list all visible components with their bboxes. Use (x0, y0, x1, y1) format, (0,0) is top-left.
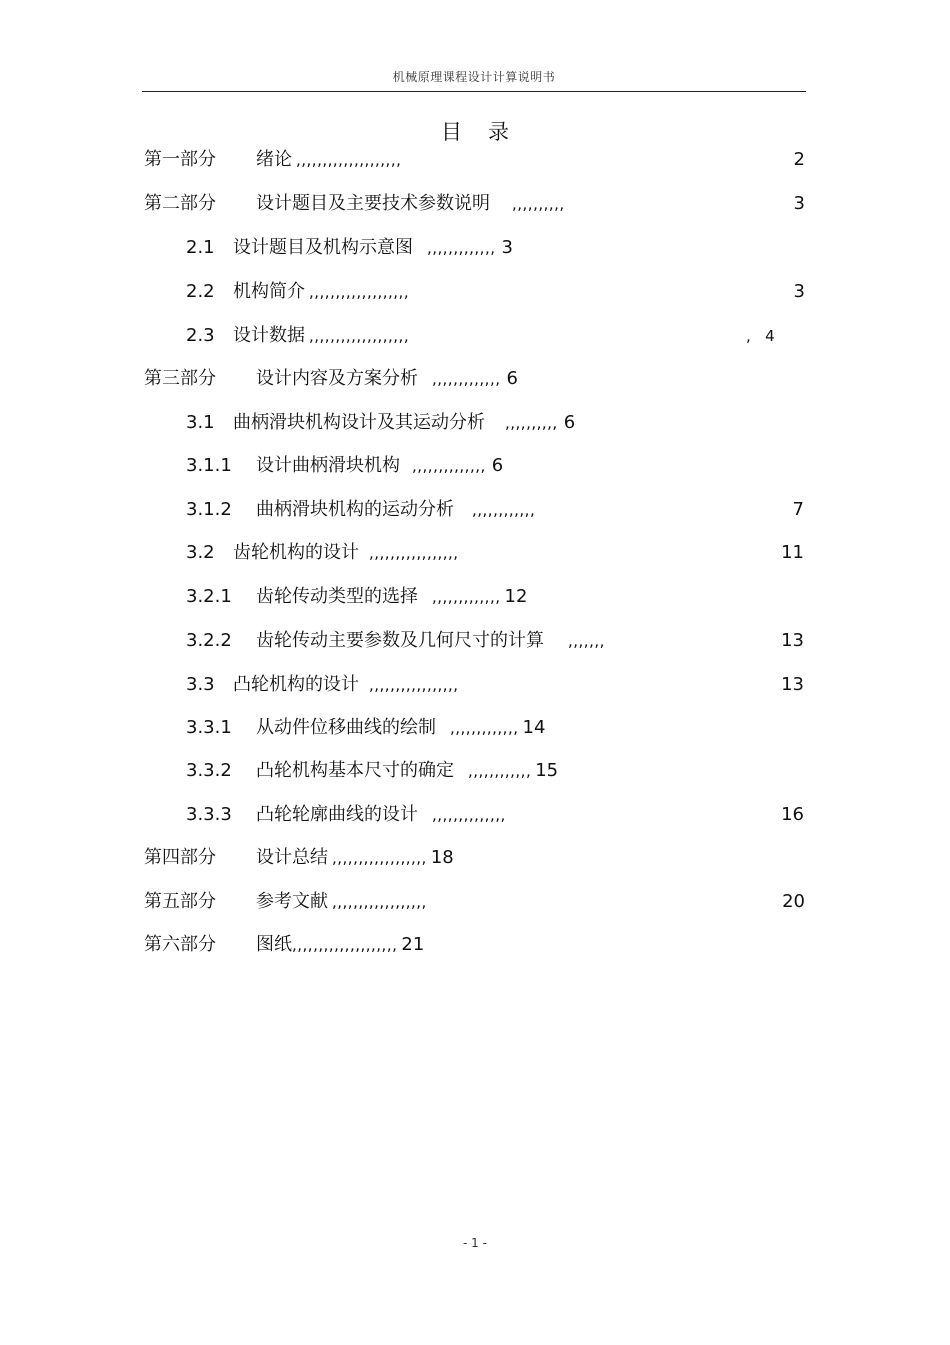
toc-entry-leader: ,,,,,,,,,,,,,,,,,,, (309, 283, 410, 301)
toc-entry-title: 齿轮传动主要参数及几何尺寸的计算 (256, 630, 544, 651)
toc-entry-leader: ,,,,,,,,,,,,,,,,,,, (309, 327, 410, 345)
toc-entry-number: 第三部分 (144, 368, 216, 389)
toc-entry-leader: ,,,,,,,,,,,,,, (432, 806, 506, 824)
toc-entry-2-3[interactable] (186, 323, 409, 349)
toc-entry-title: 设计总结 (256, 847, 328, 868)
toc-entry-3-3-2[interactable] (186, 758, 558, 784)
toc-entry-leader: ,,,,,,,,,,,,,, (412, 457, 486, 475)
toc-entry-number: 3.2.2 (186, 630, 232, 651)
toc-entry-leader: ,,,,,,,,,, (505, 414, 558, 432)
toc-entry-3-1-1[interactable] (186, 453, 503, 479)
page-number: - 1 - (463, 1236, 487, 1250)
toc-entry-page: 6 (563, 412, 576, 433)
toc-entry-3-3-3[interactable] (186, 802, 506, 828)
toc-entry-title: 曲柄滑块机构的运动分析 (256, 499, 454, 520)
toc-entry-title: 图纸 (256, 934, 292, 955)
toc-entry-page: 12 (504, 586, 528, 607)
toc-entry-leader: ,,,,,,,,,,,,,,,,,,,, (292, 936, 398, 954)
toc-entry-leader: ,,,,,,,,,,,,, (427, 239, 496, 257)
toc-entry-2-1[interactable] (186, 235, 513, 261)
toc-entry-page: 15 (535, 760, 559, 781)
toc-entry-page: 3 (793, 281, 805, 302)
toc-entry-leader: ,,,,,,,,,,,,, (432, 370, 501, 388)
toc-entry-title: 设计内容及方案分析 (256, 368, 418, 389)
toc-entry-number: 2.2 (186, 281, 215, 302)
toc-entry-leader: ,,,,,,,,,, (512, 195, 565, 213)
toc-entry-number: 3.1.2 (186, 499, 232, 520)
toc-entry-number: 第一部分 (144, 149, 216, 170)
toc-entry-leader: ,,,,,,,,,,,,,,,,, (369, 676, 459, 694)
toc-entry-page (746, 323, 775, 349)
toc-entry-page-prefix: , (746, 327, 751, 345)
toc-entry-title: 曲柄滑块机构设计及其运动分析 (233, 412, 485, 433)
toc-entry-page: 13 (781, 674, 804, 695)
toc-entry-number: 2.3 (186, 325, 215, 346)
toc-entry-number: 3.1 (186, 412, 215, 433)
toc-entry-2-2[interactable] (186, 279, 409, 305)
toc-entry-part-5[interactable] (144, 889, 427, 915)
toc-entry-leader: ,,,,,,,,,,,,, (450, 719, 519, 737)
toc-entry-3-1-2[interactable] (186, 497, 535, 523)
header-title: 机械原理课程设计计算说明书 (392, 70, 556, 84)
toc-entry-page: 6 (491, 455, 504, 476)
toc-entry-part-3[interactable] (144, 366, 518, 392)
toc-entry-title: 设计曲柄滑块机构 (256, 455, 400, 476)
toc-entry-3-3[interactable] (186, 672, 459, 698)
toc-entry-number: 第五部分 (144, 891, 216, 912)
toc-entry-page: 3 (501, 237, 513, 258)
toc-entry-page: 21 (401, 934, 425, 955)
toc-entry-page: 18 (430, 847, 454, 868)
toc-entry-leader: ,,,,,,,,,,,,, (432, 588, 501, 606)
toc-entry-number: 3.3.2 (186, 760, 232, 781)
toc-entry-title: 凸轮轮廓曲线的设计 (256, 804, 418, 825)
toc-entry-page-number: 4 (765, 327, 775, 345)
toc-entry-title: 设计数据 (233, 325, 305, 346)
toc-entry-number: 3.3.3 (186, 804, 232, 825)
toc-entry-part-4[interactable] (144, 845, 454, 871)
toc-entry-number: 第六部分 (144, 934, 216, 955)
toc-entry-number: 3.2.1 (186, 586, 232, 607)
toc-entry-3-2-1[interactable] (186, 584, 527, 610)
toc-entry-page: 11 (781, 542, 804, 563)
toc-entry-leader: ,,,,,,,,,,,, (468, 762, 532, 780)
toc-entry-leader: ,,,,,,,,,,,,,,,,, (369, 544, 459, 562)
toc-entry-part-1[interactable] (144, 147, 401, 173)
toc-entry-3-1[interactable] (186, 410, 575, 436)
toc-entry-3-2-2[interactable] (186, 628, 605, 654)
toc-entry-page: 7 (792, 499, 804, 520)
toc-entry-title: 参考文献 (256, 891, 328, 912)
toc-entry-page: 16 (781, 804, 804, 825)
toc-title: 目录 (441, 120, 535, 144)
toc-entry-leader: ,,,,,,,,,,,,,,,,,, (332, 893, 427, 911)
toc-entry-page: 20 (782, 891, 805, 912)
toc-entry-title: 凸轮机构的设计 (233, 674, 359, 695)
toc-entry-page: 3 (793, 193, 805, 214)
toc-entry-part-6[interactable] (144, 932, 424, 958)
toc-entry-leader: ,,,,,,,,,,,,,,,,,, (332, 849, 427, 867)
toc-entry-number: 第二部分 (144, 193, 216, 214)
toc-entry-number: 3.1.1 (186, 455, 232, 476)
toc-entry-page: 14 (522, 717, 546, 738)
toc-entry-title: 凸轮机构基本尺寸的确定 (256, 760, 454, 781)
toc-entry-title: 齿轮传动类型的选择 (256, 586, 418, 607)
toc-entry-page: 13 (781, 630, 804, 651)
toc-entry-number: 2.1 (186, 237, 215, 258)
toc-entry-page: 2 (793, 149, 805, 170)
toc-entry-part-2[interactable] (144, 191, 565, 217)
toc-entry-3-3-1[interactable] (186, 715, 545, 741)
toc-entry-leader: ,,,,,,,,,,,, (472, 501, 536, 519)
toc-entry-title: 设计题目及主要技术参数说明 (256, 193, 490, 214)
toc-entry-leader: ,,,,,,, (568, 632, 605, 650)
toc-entry-number: 3.3.1 (186, 717, 232, 738)
toc-entry-title: 设计题目及机构示意图 (233, 237, 413, 258)
toc-entry-number: 第四部分 (144, 847, 216, 868)
toc-entry-page: 6 (506, 368, 518, 389)
toc-entry-title: 从动件位移曲线的绘制 (256, 717, 436, 738)
toc-entry-title: 齿轮机构的设计 (233, 542, 359, 563)
toc-entry-title: 绪论 (256, 149, 292, 170)
toc-entry-number: 3.2 (186, 542, 215, 563)
toc-entry-3-2[interactable] (186, 540, 459, 566)
toc-entry-title: 机构简介 (233, 281, 305, 302)
toc-entry-number: 3.3 (186, 674, 215, 695)
toc-entry-leader: ,,,,,,,,,,,,,,,,,,,, (296, 151, 402, 169)
